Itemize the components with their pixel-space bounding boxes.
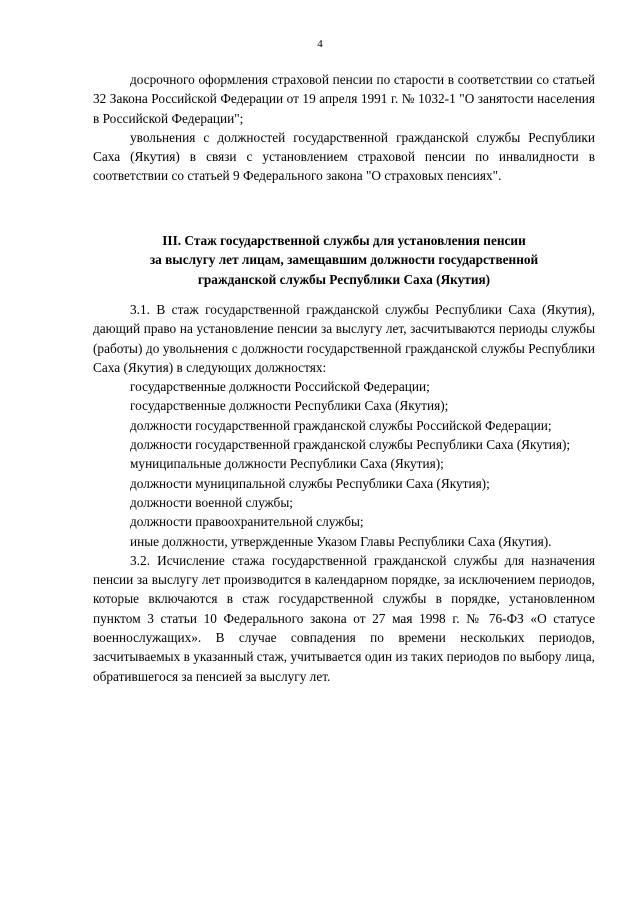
section-body (93, 300, 595, 686)
position-item: государственные должности Российской Федерации; (130, 379, 430, 395)
clause-3-1: 3.1. В стаж государственной гражданской службы Республики Саха (Якутия), дающий право на установление пенсии за выслугу лет, засчитываются периоды службы (работы) до увольнения с должности государственной гражданской службы Республики Саха (Якутия) в следующих должностях: (93, 302, 595, 375)
intro-paragraph: увольнения с должностей государственной гражданской службы Республики Саха (Якутия) в связи с установлением страховой пенсии по инвалидности в соответствии со статьей 9 Федерального закона "О страховых пенсиях". (93, 129, 595, 184)
clause-3-2: 3.2. Исчисление стажа государственной гражданской службы для назначения пенсии за выслугу лет производится в календарном порядке, за исключением периодов, которые включаются в стаж государственной службы в порядке, установленном пунктом 3 статьи 10 Федерального закона от 27 мая 1998 г. № 76-ФЗ «О статусе военнослужащих». В случае совпадения по времени нескольких периодов, засчитываемых в указанный стаж, учитывается один из таких периодов по выбору лица, обратившегося за пенсией за выслугу лет. (93, 552, 595, 684)
position-item: должности военной службы; (130, 494, 293, 510)
position-item: должности правоохранительной службы; (130, 514, 364, 530)
position-item: государственные должности Республики Саха (Якутия); (130, 398, 449, 414)
intro-block (93, 70, 595, 186)
section-heading-line: за выслугу лет лицам, замещавшим должности государственной (149, 252, 539, 268)
position-item: должности муниципальной службы Республики Саха (Якутия); (130, 475, 490, 491)
position-item: муниципальные должности Республики Саха (Якутия); (130, 456, 444, 472)
page-number: 4 (317, 38, 323, 50)
intro-paragraph: досрочного оформления страховой пенсии по старости в соответствии со статьей 32 Закона Российской Федерации от 19 апреля 1991 г. № 1032-1 "О занятости населения в Российской Федерации"; (93, 72, 595, 126)
section-heading-line: III. Стаж государственной службы для установления пенсии (162, 233, 526, 248)
position-item: должности государственной гражданской службы Российской Федерации; (130, 417, 552, 433)
position-item: иные должности, утвержденные Указом Главы Республики Саха (Якутия). (130, 533, 552, 549)
position-item: должности государственной гражданской службы Республики Саха (Якутия); (130, 437, 571, 453)
section-heading-line: гражданской службы Республики Саха (Якутия) (197, 271, 491, 287)
section-heading (93, 231, 595, 289)
